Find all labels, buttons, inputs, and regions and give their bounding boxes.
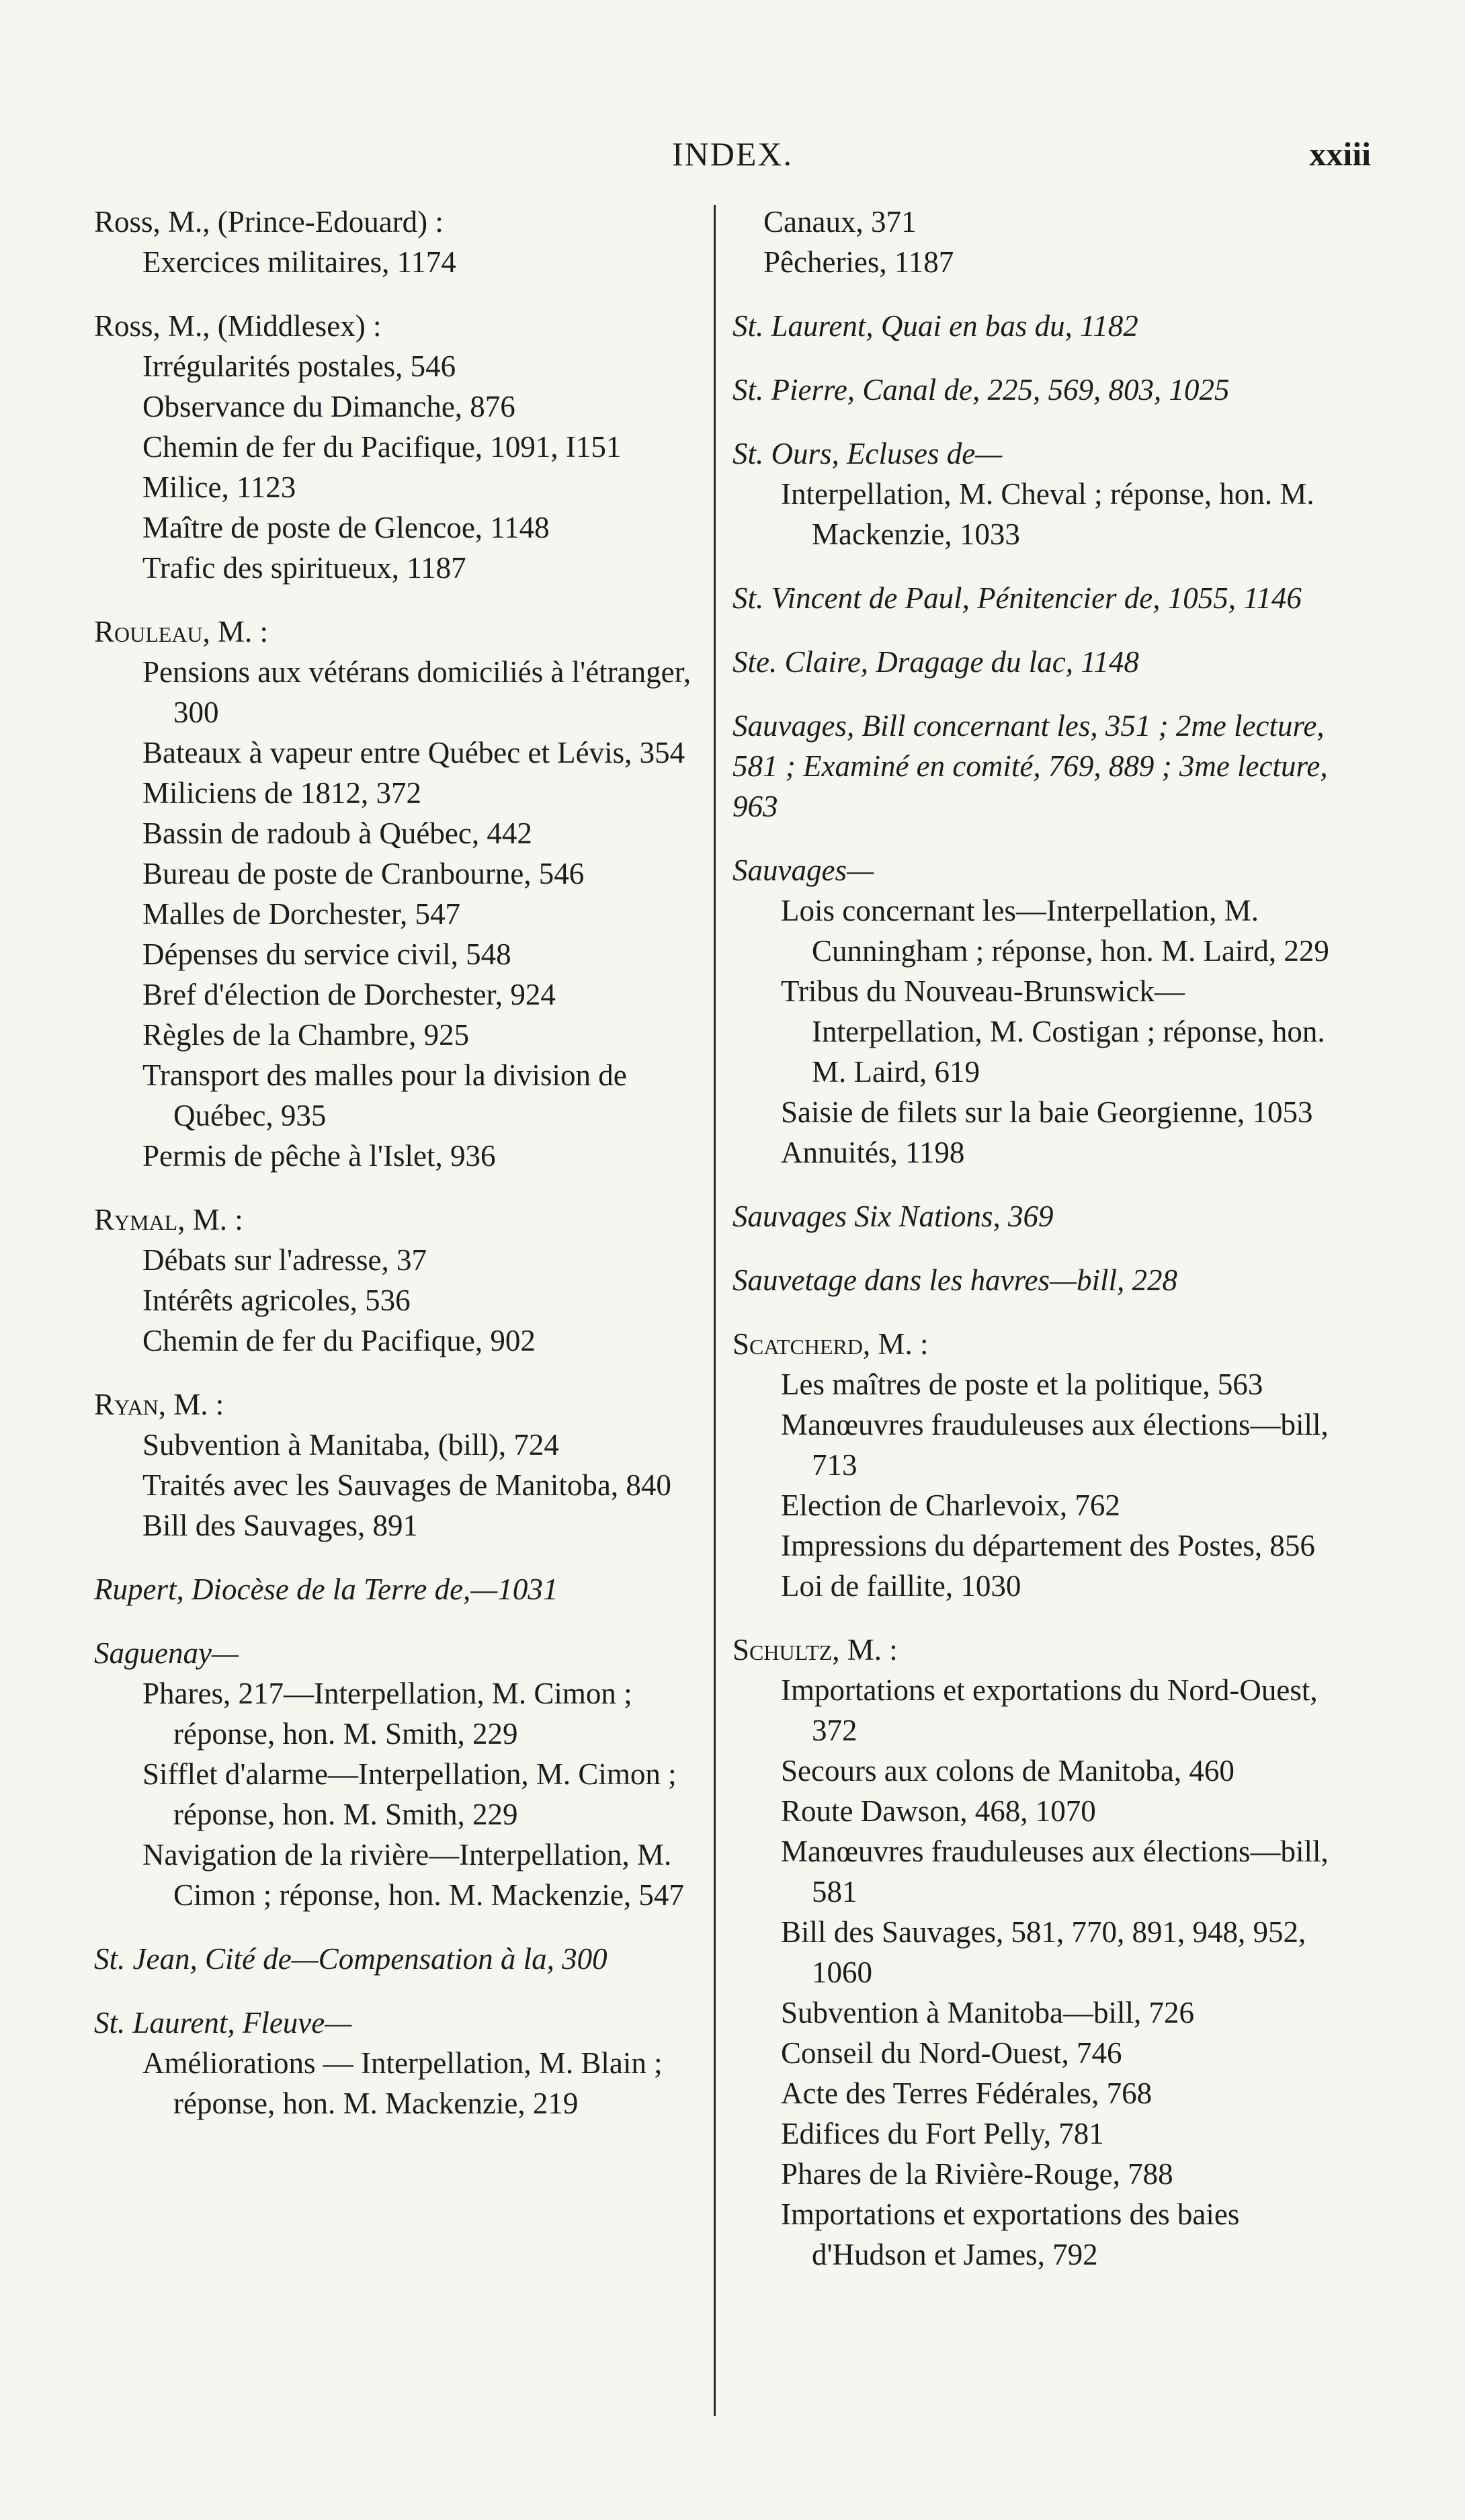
index-entry	[94, 2003, 706, 2124]
index-entry	[732, 1630, 1344, 2275]
left-column	[94, 202, 706, 2147]
entry-heading: Rupert, Diocèse de la Terre de,—1031	[94, 1572, 558, 1606]
index-entry	[94, 1200, 706, 1361]
entry-heading: Sauvages Six Nations, 369	[732, 1200, 1054, 1233]
sub-entry: Importations et exportations des baies d'Hudson et James, 792	[781, 2197, 1240, 2271]
index-entry	[94, 1939, 706, 1979]
index-entry	[94, 1384, 706, 1546]
sub-entry: Bill des Sauvages, 891	[142, 1509, 418, 1542]
entry-heading: Ross, M., (Middlesex) :	[94, 309, 382, 343]
sub-entry: Phares de la Rivière-Rouge, 788	[781, 2157, 1173, 2191]
index-entry	[732, 1324, 1344, 1606]
sub-entry: Exercices militaires, 1174	[142, 245, 456, 279]
index-entry	[732, 850, 1344, 1173]
sub-entry: Dépenses du service civil, 548	[142, 937, 511, 971]
sub-entry: Tribus du Nouveau-Brunswick—Interpellation, M. Costigan ; réponse, hon. M. Laird, 619	[781, 974, 1325, 1089]
entry-heading: Saguenay—	[94, 1636, 239, 1670]
entry-heading: Sauvages—	[732, 853, 874, 887]
entry-heading: Ste. Claire, Dragage du lac, 1148	[732, 645, 1139, 679]
sub-entry: Milice, 1123	[142, 470, 296, 504]
index-entry	[732, 1260, 1344, 1300]
entry-heading: St. Laurent, Quai en bas du, 1182	[732, 309, 1138, 343]
sub-entry: Route Dawson, 468, 1070	[781, 1794, 1096, 1828]
right-column	[732, 202, 1344, 2298]
index-entry	[732, 578, 1344, 618]
entry-heading: St. Laurent, Fleuve—	[94, 2006, 352, 2040]
index-entry	[732, 202, 1344, 282]
sub-entry: Malles de Dorchester, 547	[142, 897, 461, 931]
index-title: INDEX.	[671, 135, 794, 173]
sub-entry: Manœuvres frauduleuses aux élections—bill, 581	[781, 1835, 1329, 1908]
index-entry	[732, 433, 1344, 554]
index-entry	[732, 370, 1344, 410]
sub-entry: Phares, 217—Interpellation, M. Cimon ; réponse, hon. M. Smith, 229	[142, 1677, 632, 1751]
sub-entry: Subvention à Manitaba, (bill), 724	[142, 1428, 559, 1462]
sub-entry: Subvention à Manitoba—bill, 726	[781, 1996, 1194, 2029]
sub-entry: Règles de la Chambre, 925	[142, 1018, 470, 1052]
entry-heading: Ross, M., (Prince-Edouard) :	[94, 205, 444, 239]
sub-entry: Les maîtres de poste et la politique, 563	[781, 1368, 1263, 1401]
index-entry	[732, 306, 1344, 346]
entry-heading: St. Vincent de Paul, Pénitencier de, 1055, 1146	[732, 581, 1302, 615]
sub-entry: Interpellation, M. Cheval ; réponse, hon. M. Mackenzie, 1033	[781, 477, 1314, 551]
index-entry	[94, 306, 706, 588]
sub-entry: Irrégularités postales, 546	[142, 349, 456, 383]
sub-entry: Miliciens de 1812, 372	[142, 776, 421, 810]
sub-entry: Permis de pêche à l'Islet, 936	[142, 1139, 496, 1173]
sub-entry: Chemin de fer du Pacifique, 1091, I151	[142, 430, 622, 464]
entry-heading: Scatcherd, M. :	[732, 1327, 929, 1361]
index-entry	[94, 202, 706, 282]
sub-entry: Bill des Sauvages, 581, 770, 891, 948, 952, 1060	[781, 1915, 1306, 1989]
sub-entry: Navigation de la rivière—Interpellation, M. Cimon ; réponse, hon. M. Mackenzie, 547	[142, 1838, 684, 1912]
sub-entry: Bateaux à vapeur entre Québec et Lévis, 354	[142, 736, 685, 769]
page-number: xxiii	[1309, 135, 1371, 173]
sub-entry: Chemin de fer du Pacifique, 902	[142, 1324, 536, 1357]
sub-entry: Débats sur l'adresse, 37	[142, 1243, 427, 1277]
sub-entry: Secours aux colons de Manitoba, 460	[781, 1754, 1234, 1788]
sub-entry: Maître de poste de Glencoe, 1148	[142, 511, 550, 544]
entry-heading: St. Pierre, Canal de, 225, 569, 803, 1025	[732, 373, 1230, 407]
sub-entry: Bref d'élection de Dorchester, 924	[142, 978, 556, 1011]
column-divider	[714, 205, 716, 2416]
entry-heading: Sauvetage dans les havres—bill, 228	[732, 1263, 1177, 1297]
page-header	[94, 134, 1371, 181]
index-entry	[94, 612, 706, 1176]
entry-heading: Rymal, M. :	[94, 1203, 243, 1236]
continued-sub-entry: Canaux, 371	[763, 205, 917, 239]
sub-entry: Sifflet d'alarme—Interpellation, M. Cimon ; réponse, hon. M. Smith, 229	[142, 1757, 677, 1831]
index-entry	[732, 706, 1344, 827]
sub-entry: Manœuvres frauduleuses aux élections—bill, 713	[781, 1408, 1329, 1482]
sub-entry: Trafic des spiritueux, 1187	[142, 551, 466, 585]
entry-heading: St. Ours, Ecluses de—	[732, 437, 1003, 470]
index-entry	[94, 1633, 706, 1915]
entry-heading: Ryan, M. :	[94, 1388, 224, 1421]
sub-entry: Observance du Dimanche, 876	[142, 390, 515, 423]
sub-entry: Améliorations — Interpellation, M. Blain ; réponse, hon. M. Mackenzie, 219	[142, 2046, 663, 2120]
sub-entry: Intérêts agricoles, 536	[142, 1284, 411, 1317]
sub-entry: Election de Charlevoix, 762	[781, 1488, 1120, 1522]
index-entry	[732, 642, 1344, 682]
sub-entry: Transport des malles pour la division de Québec, 935	[142, 1058, 627, 1132]
entry-heading: Schultz, M. :	[732, 1633, 898, 1667]
sub-entry: Impressions du département des Postes, 856	[781, 1529, 1315, 1562]
entry-heading: Rouleau, M. :	[94, 615, 269, 648]
sub-entry: Edifices du Fort Pelly, 781	[781, 2117, 1104, 2150]
sub-entry: Bassin de radoub à Québec, 442	[142, 816, 532, 850]
entry-heading: Sauvages, Bill concernant les, 351 ; 2me lecture, 581 ; Examiné en comité, 769, 889 ; 3me lecture, 963	[732, 709, 1328, 823]
sub-entry: Loi de faillite, 1030	[781, 1569, 1021, 1603]
sub-entry: Conseil du Nord-Ouest, 746	[781, 2036, 1122, 2070]
sub-entry: Acte des Terres Fédérales, 768	[781, 2076, 1153, 2110]
sub-entry: Lois concernant les—Interpellation, M. Cunningham ; réponse, hon. M. Laird, 229	[781, 894, 1329, 968]
sub-entry: Bureau de poste de Cranbourne, 546	[142, 857, 585, 890]
sub-entry: Importations et exportations du Nord-Ouest, 372	[781, 1673, 1318, 1747]
entry-heading: St. Jean, Cité de—Compensation à la, 300	[94, 1942, 608, 1976]
sub-entry: Saisie de filets sur la baie Georgienne, 1053	[781, 1095, 1313, 1129]
sub-entry: Pensions aux vétérans domiciliés à l'étranger, 300	[142, 655, 692, 729]
sub-entry: Traités avec les Sauvages de Manitoba, 840	[142, 1468, 671, 1502]
continued-sub-entry: Pêcheries, 1187	[763, 245, 954, 279]
sub-entry: Annuités, 1198	[781, 1136, 965, 1169]
index-entry	[732, 1196, 1344, 1236]
index-entry	[94, 1569, 706, 1609]
